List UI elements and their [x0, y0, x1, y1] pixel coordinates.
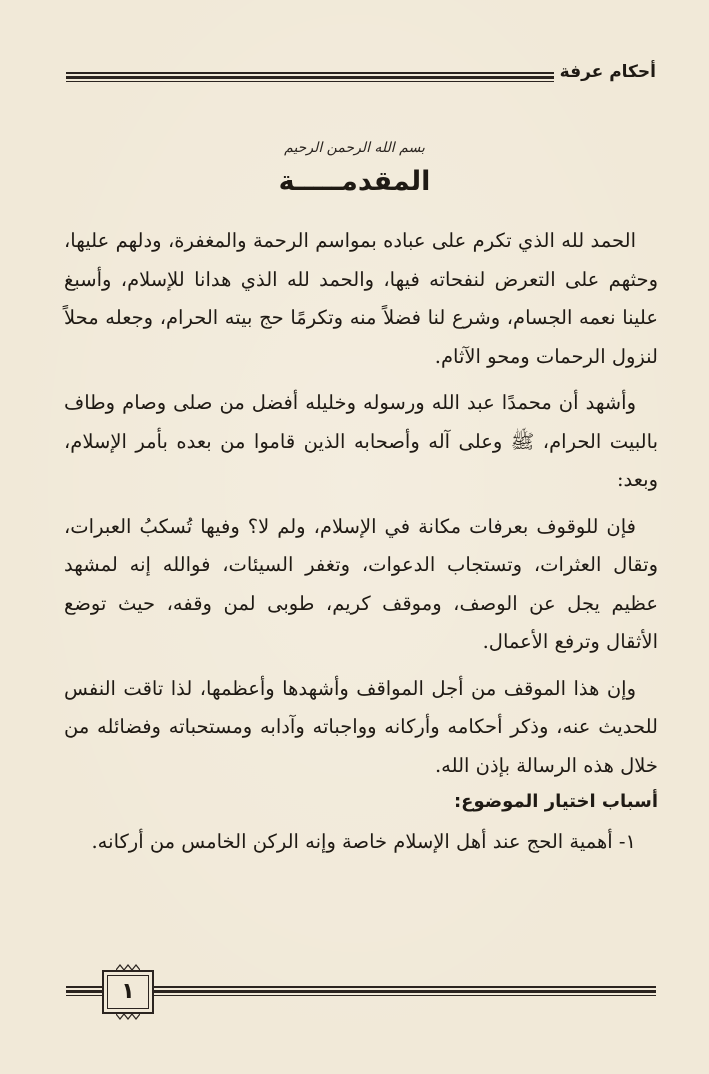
header-ornamental-rule — [66, 72, 554, 84]
paragraph-2: وأشهد أن محمدًا عبد الله ورسوله وخليله أفضل من صلى وصام وطاف بالبيت الحرام، ﷺ وعلى آله وأصحابه الذين قاموا من بعده بأمر الإسلام، وبعد: — [64, 391, 658, 491]
running-header-title: أحكام عرفة — [559, 62, 656, 82]
list-item-1: ١- أهمية الحج عند أهل الإسلام خاصة وإنه الركن الخامس من أركانه. — [91, 830, 636, 853]
paragraph-4: وإن هذا الموقف من أجل المواقف وأشهدها وأعظمها، لذا تاقت النفس للحديث عنه، وذكر أحكامه وأركانه وواجباته وآدابه ومستحباته وفضائله من خلال هذه الرسالة بإذن الله. — [64, 676, 658, 777]
page-number: ١ — [121, 979, 135, 1004]
section-title: المقدمـــــة — [278, 166, 431, 197]
footer-ornamental-rule — [66, 986, 656, 998]
page-header — [66, 58, 656, 88]
page-footer — [66, 966, 656, 1016]
subheading-topic-reasons: أسباب اختيار الموضوع: — [453, 791, 658, 812]
basmala-calligraphy: بسم الله الرحمن الرحيم — [284, 140, 425, 156]
paragraph-3: فإن للوقوف بعرفات مكانة في الإسلام، ولم لا؟ وفيها تُسكبُ العبرات، وتقال العثرات، وتستجاب الدعوات، وتغفر السيئات، فوالله إنه لمشهد عظيم يجل عن الوصف، وموقف كريم، طوبى لمن وقفه، حيث توضع الأثقال وترفع الأعمال. — [64, 514, 658, 653]
paragraph-1: الحمد لله الذي تكرم على عباده بمواسم الرحمة والمغفرة، ودلهم عليها، وحثهم على التعرض لنفحاته فيها، والحمد لله الذي هدانا للإسلام، وأسبغ علينا نعمه الجسام، وشرع لنا فضلاً منه وتكرمًا حج بيته الحرام، وجعله محلاً لنزول الرحمات ومحو الآثام. — [64, 229, 658, 368]
page-number-frame — [102, 970, 154, 1014]
frame-ornament-icon — [116, 964, 140, 970]
body-text — [64, 222, 658, 870]
frame-ornament-icon — [116, 1014, 140, 1020]
